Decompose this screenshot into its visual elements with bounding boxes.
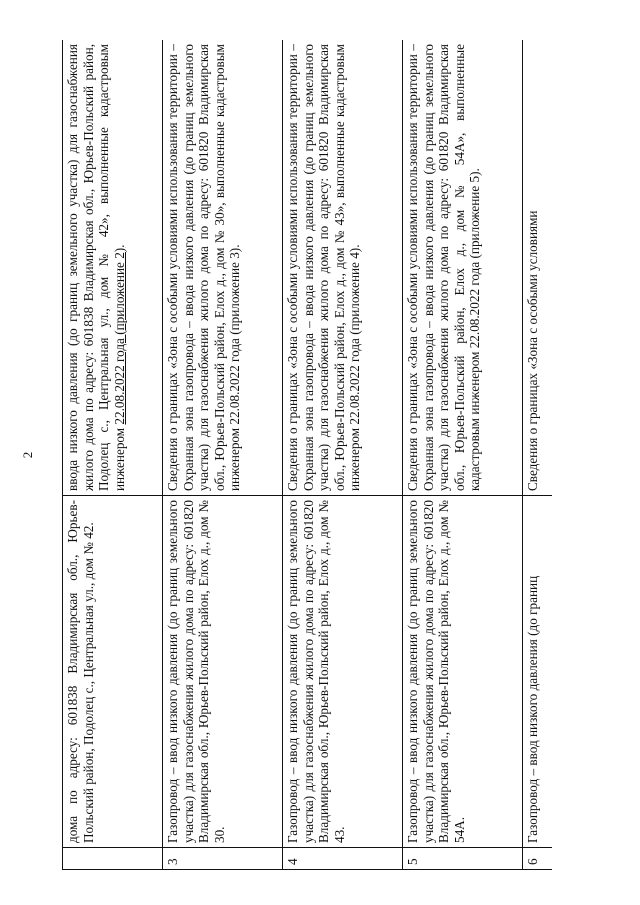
object-description: Газопровод – ввод низкого давления (до границ земельного участка) для газоснабжения жилого дома по адресу: 601820 Владимирская обл., Юрьев-Польский район, Елох д., дом № 30. <box>163 496 283 848</box>
boundary-info-end: . <box>111 244 127 248</box>
boundary-info-end: . <box>467 168 482 172</box>
page-number: 2 <box>20 451 35 459</box>
boundary-info <box>163 40 283 496</box>
boundary-info-text: Сведения о границах «Зона с особыми условиями использования территории – Охранная зона газопровода – ввода низкого давления (до границ земельного участка) для газоснабжения жилого дома по адресу: 601820 Владимирская обл., Юрьев-Польский район, Елох д., дом № 30», выполненные кадастровым инженером 22.08.2022 года <box>165 44 242 491</box>
boundary-info-end: . <box>227 244 242 248</box>
row-number: 5 <box>403 848 523 870</box>
appendix-reference: (приложение 4) <box>347 247 362 335</box>
table-row <box>283 40 403 870</box>
row-number: 4 <box>283 848 403 870</box>
boundary-info-text: ввода низкого давления (до границ земельного участка) для газоснабжения жилого дома по адресу: 601838 Владимирская обл., Юрьев-Польский район, Подолец с., Центральная ул., дом № 42», выполненные кадастровым инженером <box>65 44 127 491</box>
object-description: Газопровод – ввод низкого давления (до границ <box>523 496 553 848</box>
boundary-info <box>523 40 553 496</box>
row-number: 6 <box>523 848 553 870</box>
boundary-info-text: Сведения о границах «Зона с особыми условиями использования территории – Охранная зона газопровода – ввода низкого давления (до границ земельного участка) для газоснабжения жилого дома по адресу: 601820 Владимирская обл., Юрьев-Польский район, Елох д., дом № 54А», выполненные кадастровым инженером 22.08.2022 года <box>405 44 482 491</box>
table-row <box>523 40 553 870</box>
boundary-info-end: . <box>347 244 362 248</box>
object-description: Газопровод – ввод низкого давления (до границ земельного участка) для газоснабжения жилого дома по адресу: 601820 Владимирская обл., Юрьев-Польский район, Елох д., дом № 54А. <box>403 496 523 848</box>
appendix-reference: (приложение 3) <box>227 247 242 335</box>
boundary-info <box>63 40 163 496</box>
table-row <box>163 40 283 870</box>
row-number: 3 <box>163 848 283 870</box>
appendix-reference: 22.08.2022 года (приложение 2) <box>111 247 127 425</box>
boundary-info <box>283 40 403 496</box>
document-page <box>62 40 552 870</box>
object-description: Газопровод – ввод низкого давления (до границ земельного участка) для газоснабжения жилого дома по адресу: 601820 Владимирская обл., Юрьев-Польский район, Елох д., дом № 43. <box>283 496 403 848</box>
table-row <box>403 40 523 870</box>
boundary-info-text: Сведения о границах «Зона с особыми условиями использования территории – Охранная зона газопровода – ввода низкого давления (до границ земельного участка) для газоснабжения жилого дома по адресу: 601820 Владимирская обл., Юрьев-Польский район, Елох д., дом № 43», выполненные кадастровым инженером 22.08.2022 года <box>285 44 362 491</box>
object-description: дома по адресу: 601838 Владимирская обл., Юрьев-Польский район, Подолец с., Центральная ул., дом № 42. <box>63 496 163 848</box>
table-row <box>63 40 163 870</box>
objects-table <box>62 40 552 870</box>
row-number <box>63 848 163 870</box>
boundary-info <box>403 40 523 496</box>
appendix-reference: (приложение 5) <box>467 171 482 259</box>
boundary-info-text: Сведения о границах «Зона с особыми условиями <box>525 210 540 491</box>
